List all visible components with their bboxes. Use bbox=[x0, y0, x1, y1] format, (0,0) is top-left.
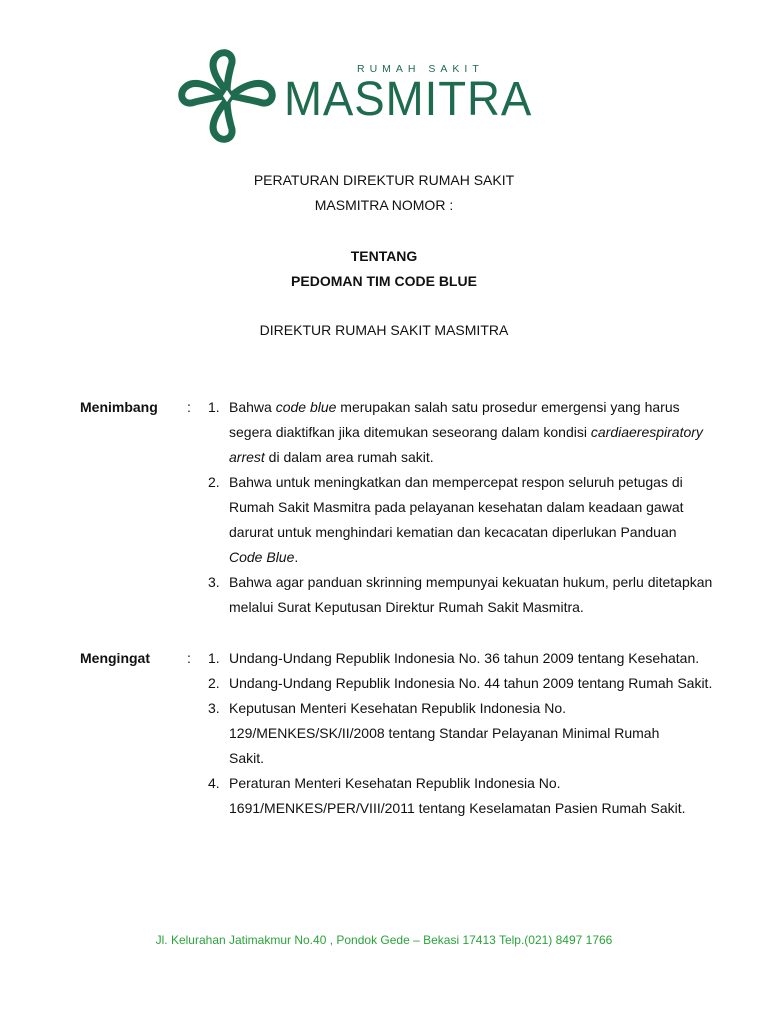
text-run: . bbox=[294, 549, 299, 565]
text-run: segera diaktifkan jika ditemukan seseorang dalam kondisi bbox=[229, 424, 591, 440]
menimbang-item-1-line-2 bbox=[229, 424, 703, 441]
subject-heading: PEDOMAN TIM CODE BLUE bbox=[291, 273, 477, 289]
menimbang-item-2-number: 2. bbox=[208, 474, 220, 490]
menimbang-item-2-line-3 bbox=[229, 524, 677, 541]
mengingat-colon: : bbox=[187, 650, 191, 666]
menimbang-item-1-line-1 bbox=[229, 399, 680, 416]
mengingat-item-1-number: 1. bbox=[208, 650, 220, 666]
about-heading: TENTANG bbox=[350, 248, 418, 264]
mengingat-item-1-line-1: Undang-Undang Republik Indonesia No. 36 tahun 2009 tentang Kesehatan. bbox=[229, 650, 700, 666]
mengingat-item-3-line-3: Sakit. bbox=[229, 750, 265, 766]
menimbang-item-3-number: 3. bbox=[208, 574, 220, 590]
logo-name-text: MASMITRA bbox=[284, 73, 533, 126]
logo-subtitle: RUMAH SAKIT bbox=[357, 63, 484, 75]
text-run: melalui Surat Keputusan Direktur Rumah Sakit Masmitra. bbox=[229, 599, 584, 615]
italic-term: arrest bbox=[229, 449, 265, 465]
footer-address: Jl. Kelurahan Jatimakmur No.40 , Pondok Gede – Bekasi 17413 Telp.(021) 8497 1766 bbox=[155, 933, 613, 947]
menimbang-item-1-number: 1. bbox=[208, 399, 220, 415]
menimbang-colon: : bbox=[187, 399, 191, 415]
menimbang-item-3-line-1 bbox=[229, 574, 713, 591]
text-run: Bahwa untuk meningkatkan dan mempercepat respon seluruh petugas di bbox=[229, 474, 683, 490]
regulation-title-line2: MASMITRA NOMOR : bbox=[314, 197, 454, 213]
menimbang-item-3-line-2 bbox=[229, 599, 670, 616]
issuer-heading: DIREKTUR RUMAH SAKIT MASMITRA bbox=[259, 322, 509, 338]
text-run: Bahwa bbox=[229, 399, 276, 415]
text-run: di dalam area rumah sakit. bbox=[264, 449, 434, 465]
mengingat-item-4-number: 4. bbox=[208, 775, 220, 791]
regulation-title-line1: PERATURAN DIREKTUR RUMAH SAKIT bbox=[253, 172, 515, 188]
menimbang-item-2-line-2 bbox=[229, 499, 684, 516]
italic-term: Code Blue bbox=[229, 549, 295, 565]
italic-term: code blue bbox=[275, 399, 337, 415]
mengingat-item-2-number: 2. bbox=[208, 675, 220, 691]
menimbang-item-1-line-3 bbox=[229, 449, 670, 466]
mengingat-item-3-line-2: 129/MENKES/SK/II/2008 tentang Standar Pelayanan Minimal Rumah bbox=[229, 725, 660, 741]
mengingat-item-4-line-1: Peraturan Menteri Kesehatan Republik Indonesia No. bbox=[229, 775, 561, 791]
italic-term: cardiaerespiratory bbox=[590, 424, 703, 440]
menimbang-item-2-line-1 bbox=[229, 474, 683, 491]
menimbang-label: Menimbang bbox=[80, 399, 158, 415]
text-run: Bahwa agar panduan skrinning mempunyai kekuatan hukum, perlu ditetapkan bbox=[229, 574, 713, 590]
mengingat-item-4-line-2: 1691/MENKES/PER/VIII/2011 tentang Keselamatan Pasien Rumah Sakit. bbox=[229, 800, 686, 816]
text-run: merupakan salah satu prosedur emergensi yang harus bbox=[336, 399, 680, 415]
mengingat-label: Mengingat bbox=[80, 650, 150, 666]
text-run: Rumah Sakit Masmitra pada pelayanan kesehatan dalam keadaan gawat bbox=[229, 499, 684, 515]
hospital-logo-icon bbox=[177, 48, 277, 144]
mengingat-item-3-number: 3. bbox=[208, 700, 220, 716]
mengingat-item-2-line-1: Undang-Undang Republik Indonesia No. 44 tahun 2009 tentang Rumah Sakit. bbox=[229, 675, 713, 691]
mengingat-item-3-line-1: Keputusan Menteri Kesehatan Republik Indonesia No. bbox=[229, 700, 566, 716]
logo-name bbox=[284, 73, 545, 126]
menimbang-item-2-line-4 bbox=[229, 549, 670, 566]
text-run: darurat untuk menghindari kematian dan kecacatan diperlukan Panduan bbox=[229, 524, 677, 540]
